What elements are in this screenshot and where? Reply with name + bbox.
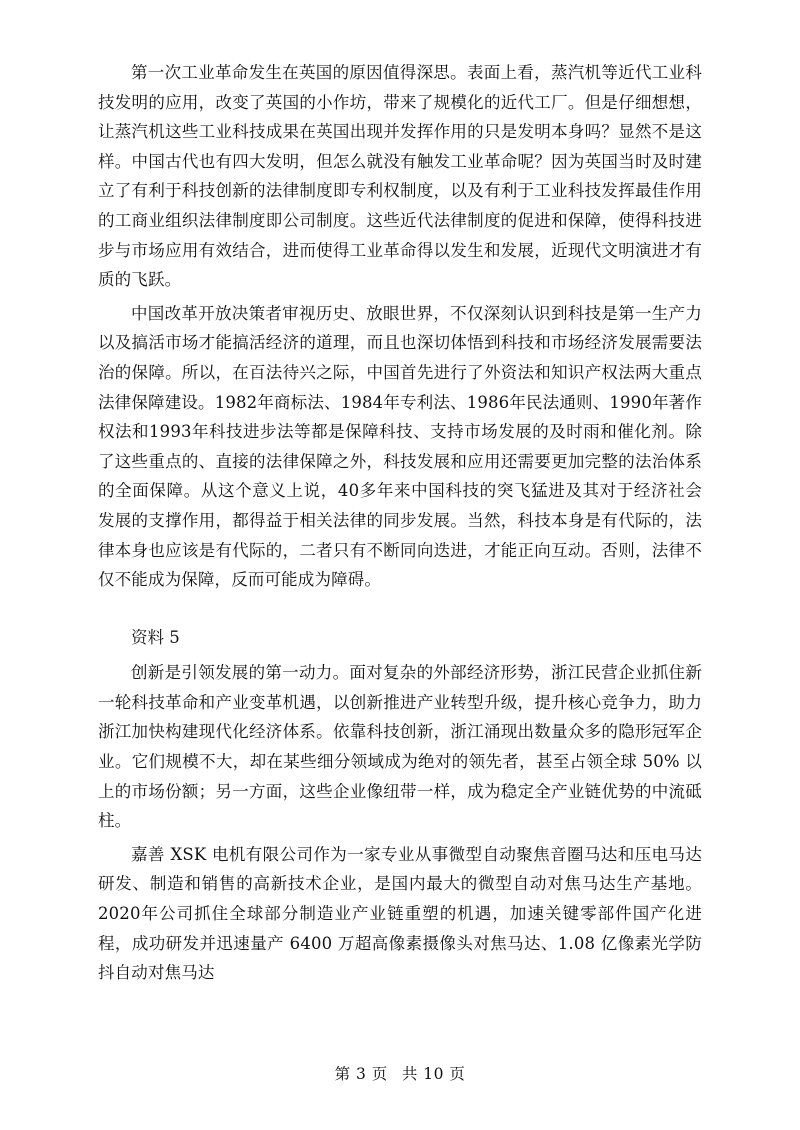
section-heading-material-5: 资料 5: [131, 627, 180, 647]
paragraph-xsk-motor-company: 嘉善 XSK 电机有限公司作为一家专业从事微型自动聚焦音圈马达和压电马达研发、制造和销售的高新技术企业，是国内最大的微型自动对焦马达生产基地。2020年公司抓住全球部分制造业产业链重塑的机遇，加速关键零部件国产化进程，成功研发并迅速量产 6400 万超高像素摄像头对焦马达、1.08 亿像素光学防抖自动对焦马达: [98, 844, 702, 983]
page-footer: [0, 1062, 800, 1084]
document-body: [98, 58, 702, 988]
paragraph-zhejiang-innovation: 创新是引领发展的第一动力。面对复杂的外部经济形势，浙江民营企业抓住新一轮科技革命和产业变革机遇，以创新推进产业转型升级，提升核心竞争力，助力浙江加快构建现代化经济体系。依靠科技创新，浙江涌现出数量众多的隐形冠军企业。它们规模不大，却在某些细分领域成为绝对的领先者，甚至占领全球 50% 以上的市场份额；另一方面，这些企业像纽带一样，成为稳定全产业链优势的中流砥柱。: [98, 663, 702, 831]
paragraph-industrial-revolution: 第一次工业革命发生在英国的原因值得深思。表面上看，蒸汽机等近代工业科技发明的应用，改变了英国的小作坊，带来了规模化的近代工厂。但是仔细想想，让蒸汽机这些工业科技成果在英国出现并发挥作用的只是发明本身吗？显然不是这样。中国古代也有四大发明，但怎么就没有触发工业革命呢？因为英国当时及时建立了有利于科技创新的法律制度即专利权制度，以及有利于工业科技发挥最佳作用的工商业组织法律制度即公司制度。这些近代法律制度的促进和保障，使得科技进步与市场应用有效结合，进而使得工业革命得以发生和发展，近现代文明演进才有质的飞跃。: [98, 63, 702, 290]
paragraph-china-reform-law: 中国改革开放决策者审视历史、放眼世界，不仅深刻认识到科技是第一生产力以及搞活市场才能搞活经济的道理，而且也深切体悟到科技和市场经济发展需要法治的保障。所以，在百法待兴之际，中国首先进行了外资法和知识产权法两大重点法律保障建设。1982年商标法、1984年专利法、1986年民法通则、1990年著作权法和1993年科技进步法等都是保障科技、支持市场发展的及时雨和催化剂。除了这些重点的、直接的法律保障之外，科技发展和应用还需要更加完整的法治体系的全面保障。从这个意义上说，40多年来中国科技的突飞猛进及其对于经济社会发展的支撑作用，都得益于相关法律的同步发展。当然，科技本身是有代际的，法律本身也应该是有代际的，二者只有不断同向迭进，才能正向互动。否则，法律不仅不能成为保障，反而可能成为障碍。: [98, 303, 702, 590]
page-number: 第 3 页: [334, 1065, 388, 1083]
page-total: 共 10 页: [401, 1065, 466, 1083]
